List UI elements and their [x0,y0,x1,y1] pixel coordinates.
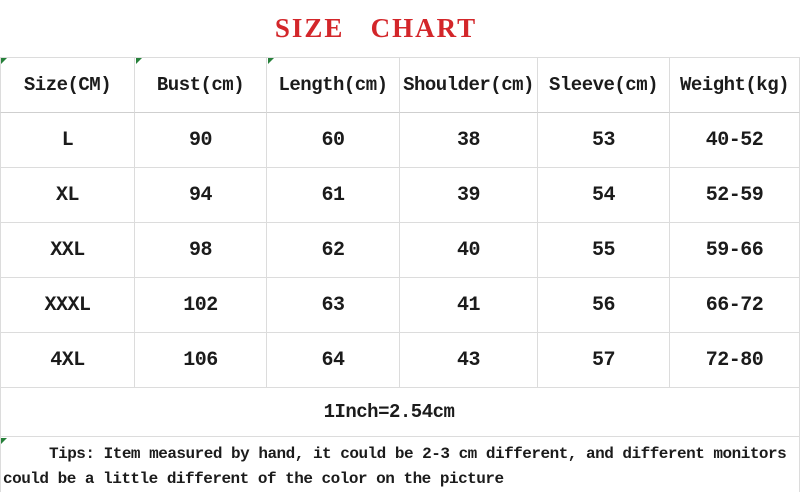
table-cell-length: 62 [267,223,400,278]
table-cell-shoulder: 41 [400,278,538,333]
table-cell-bust: 106 [135,333,267,388]
table-cell-bust: 94 [135,168,267,223]
table-cell-weight: 66-72 [670,278,800,333]
table-cell-length: 61 [267,168,400,223]
table-cell-sleeve: 54 [538,168,670,223]
column-header-shoulder: Shoulder(cm) [400,57,538,113]
table-cell-shoulder: 39 [400,168,538,223]
inch-conversion-note: 1Inch=2.54cm [0,388,800,437]
column-header-length: Length(cm) [267,57,400,113]
table-cell-sleeve: 55 [538,223,670,278]
table-cell-bust: 98 [135,223,267,278]
table-cell-size: XXL [0,223,135,278]
table-cell-size: XL [0,168,135,223]
table-cell-weight: 52-59 [670,168,800,223]
table-cell-bust: 90 [135,113,267,168]
column-header-weight: Weight(kg) [670,57,800,113]
page-title: SIZE CHART [274,13,478,43]
table-cell-shoulder: 40 [400,223,538,278]
table-cell-sleeve: 53 [538,113,670,168]
table-cell-weight: 40-52 [670,113,800,168]
table-cell-length: 63 [267,278,400,333]
table-cell-length: 60 [267,113,400,168]
column-header-bust: Bust(cm) [135,57,267,113]
column-header-sleeve: Sleeve(cm) [538,57,670,113]
table-cell-shoulder: 43 [400,333,538,388]
column-header-size: Size(CM) [0,57,135,113]
table-cell-size: 4XL [0,333,135,388]
size-table [0,57,800,492]
table-cell-size: XXXL [0,278,135,333]
table-cell-bust: 102 [135,278,267,333]
table-cell-weight: 59-66 [670,223,800,278]
tips-text [0,437,800,492]
tips-line-2: could be a little different of the color on the picture [3,470,504,488]
tips-line-1: Tips: Item measured by hand, it could be 2-3 cm different, and different monitors [49,445,787,463]
table-cell-sleeve: 57 [538,333,670,388]
table-cell-sleeve: 56 [538,278,670,333]
table-cell-shoulder: 38 [400,113,538,168]
title-row [0,0,800,57]
table-cell-size: L [0,113,135,168]
table-cell-weight: 72-80 [670,333,800,388]
table-cell-length: 64 [267,333,400,388]
